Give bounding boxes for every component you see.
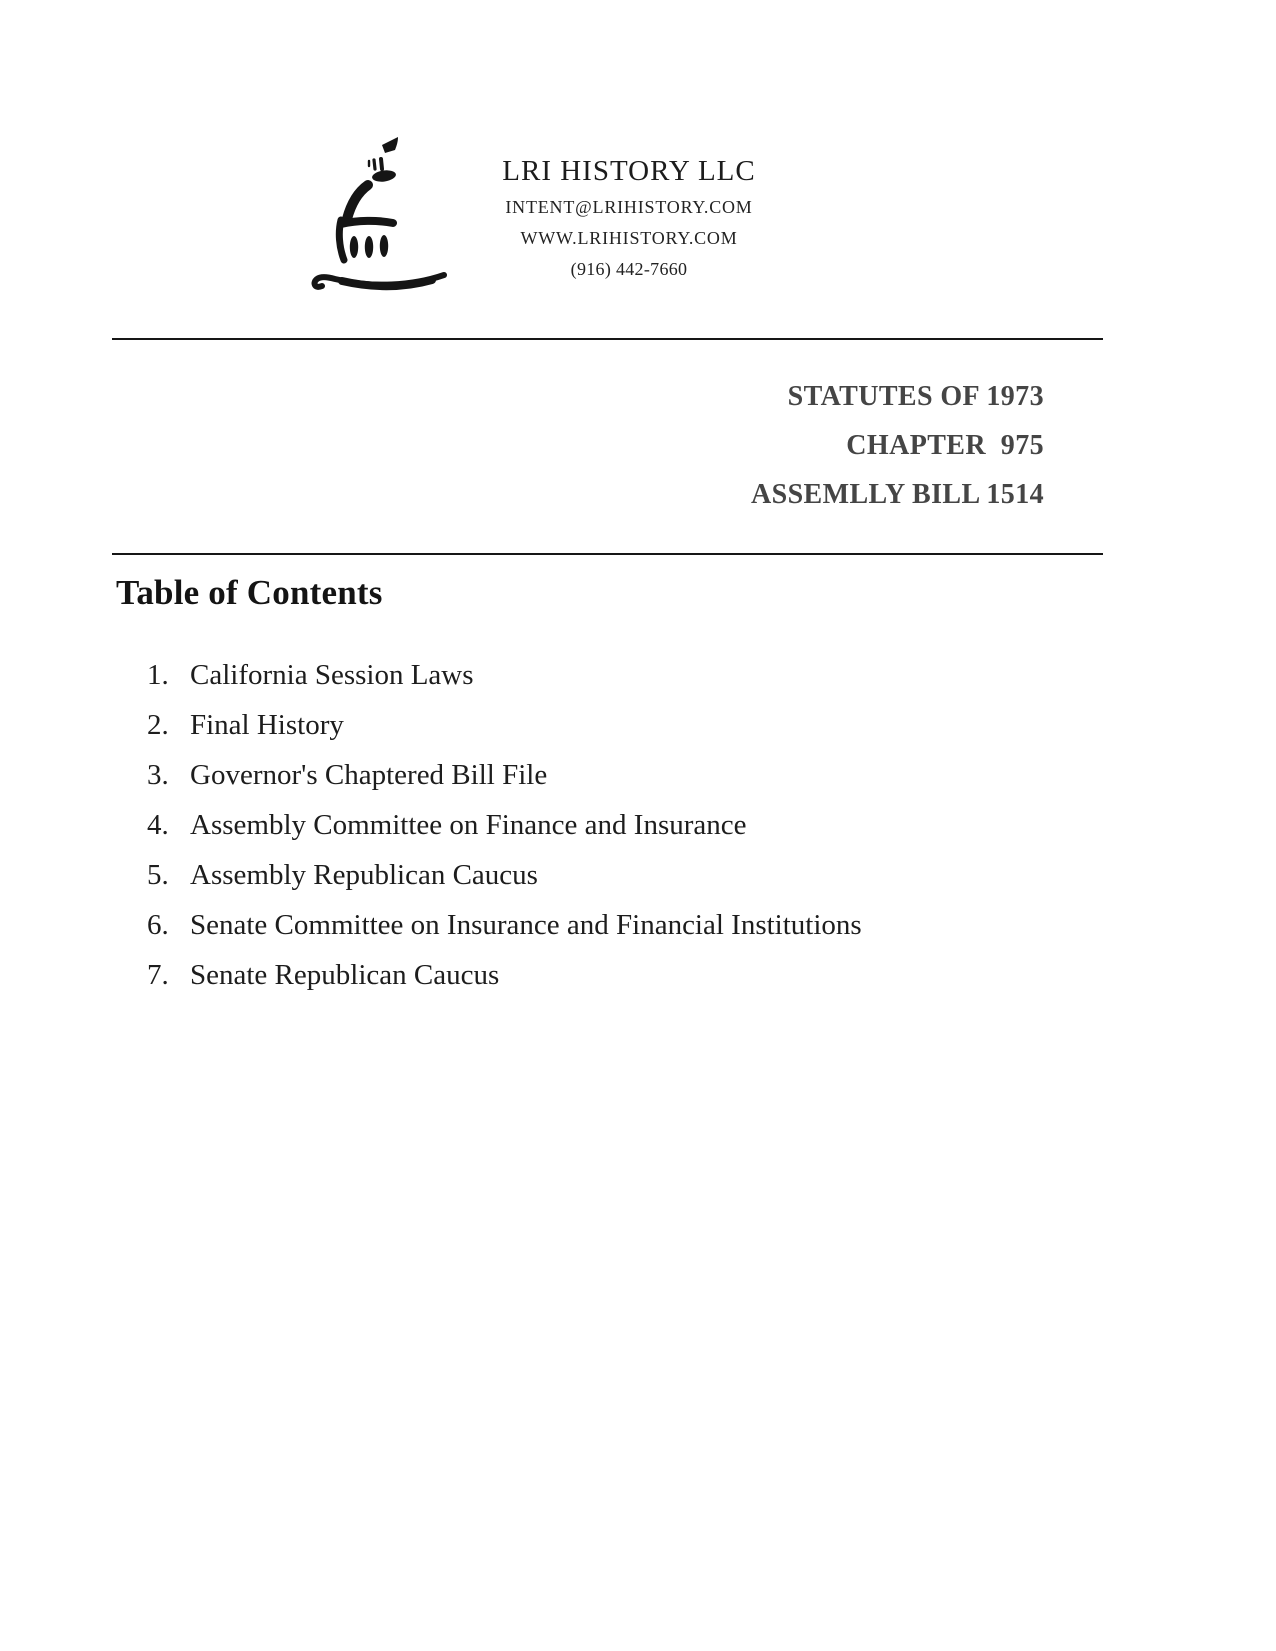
toc-item-number: 6. [147, 909, 169, 941]
toc-heading: Table of Contents [116, 573, 383, 612]
toc-item-label: Assembly Committee on Finance and Insurance [190, 809, 747, 841]
toc-item [147, 850, 862, 900]
statutes-year-line: STATUTES OF 1973 [787, 381, 1044, 412]
toc-item [147, 750, 862, 800]
toc-item-number: 3. [147, 759, 169, 791]
company-phone: (916) 442-7660 [570, 259, 688, 279]
capitol-dome-logo [297, 128, 449, 294]
toc-item-label: Senate Republican Caucus [190, 959, 500, 991]
toc-item [147, 900, 862, 950]
toc-item-label: Assembly Republican Caucus [190, 859, 538, 891]
toc-item-label: California Session Laws [190, 659, 474, 691]
toc-item [147, 950, 862, 1000]
company-email: INTENT@LRIHISTORY.COM [505, 197, 753, 217]
toc-item [147, 650, 862, 700]
company-website: WWW.LRIHISTORY.COM [520, 228, 738, 248]
toc-item-number: 5. [147, 859, 169, 891]
toc-item-label: Final History [190, 709, 344, 741]
chapter-line: CHAPTER 975 [846, 430, 1044, 461]
letterhead [428, 150, 830, 284]
toc-item [147, 700, 862, 750]
toc-item [147, 800, 862, 850]
toc-item-number: 2. [147, 709, 169, 741]
company-name: LRI HISTORY LLC [502, 155, 756, 187]
toc-item-label: Governor's Chaptered Bill File [190, 759, 548, 791]
toc-list [147, 650, 862, 1000]
toc-item-number: 7. [147, 959, 169, 991]
assembly-bill-line: ASSEMLLY BILL 1514 [750, 479, 1044, 510]
toc-item-number: 1. [147, 659, 169, 691]
statute-title-block [112, 372, 1044, 519]
toc-item-number: 4. [147, 809, 169, 841]
capitol-dome-icon [297, 128, 449, 294]
toc-item-label: Senate Committee on Insurance and Financial Institutions [190, 909, 862, 941]
divider-bottom [112, 553, 1103, 555]
divider-top [112, 338, 1103, 340]
